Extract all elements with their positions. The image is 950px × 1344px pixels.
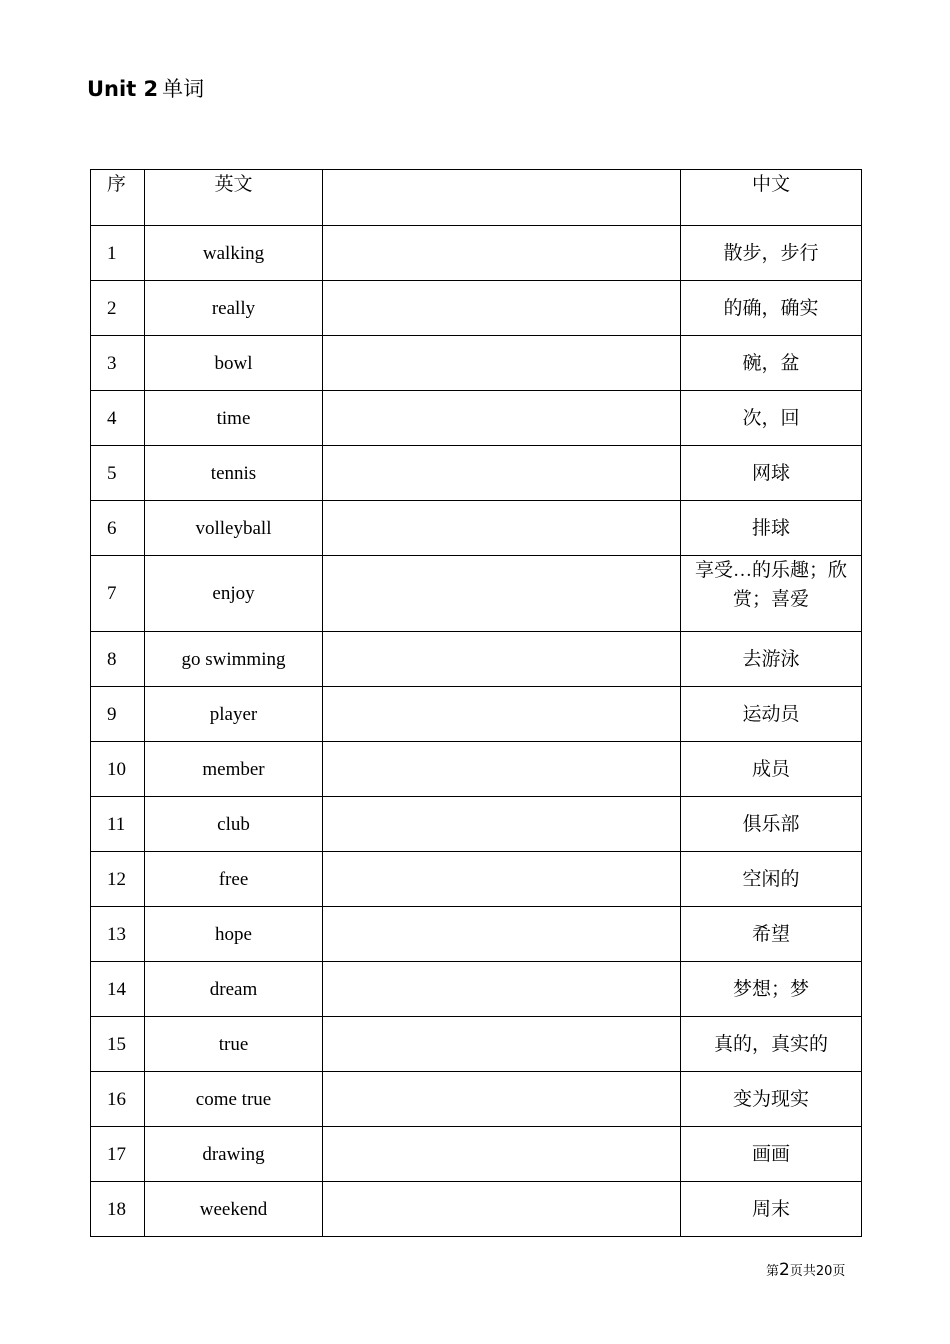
page-footer (766, 1260, 845, 1280)
row-english: time (145, 391, 323, 446)
row-index: 13 (91, 907, 145, 962)
row-blank (323, 336, 681, 391)
row-english: walking (145, 226, 323, 281)
row-index: 11 (91, 797, 145, 852)
table-row (91, 632, 862, 687)
row-blank (323, 687, 681, 742)
row-chinese: 散步，步行 (681, 226, 862, 281)
row-blank (323, 852, 681, 907)
row-blank (323, 742, 681, 797)
row-blank (323, 1127, 681, 1182)
page-title (87, 74, 204, 104)
row-english: hope (145, 907, 323, 962)
row-index: 18 (91, 1182, 145, 1237)
row-index: 3 (91, 336, 145, 391)
row-blank (323, 797, 681, 852)
row-blank (323, 501, 681, 556)
footer-middle: 页共 (789, 1264, 816, 1279)
row-blank (323, 446, 681, 501)
total-pages: 20 (815, 1264, 833, 1279)
row-english: come true (145, 1072, 323, 1127)
table-row (91, 226, 862, 281)
table-row (91, 907, 862, 962)
table-row (91, 1072, 862, 1127)
row-blank (323, 556, 681, 632)
row-blank (323, 391, 681, 446)
row-chinese: 碗，盆 (681, 336, 862, 391)
row-blank (323, 1017, 681, 1072)
row-chinese: 希望 (681, 907, 862, 962)
row-chinese: 排球 (681, 501, 862, 556)
table-row (91, 742, 862, 797)
row-english: volleyball (145, 501, 323, 556)
row-index: 16 (91, 1072, 145, 1127)
row-index: 6 (91, 501, 145, 556)
row-english: player (145, 687, 323, 742)
row-chinese: 真的，真实的 (681, 1017, 862, 1072)
table-row (91, 281, 862, 336)
row-chinese: 次，回 (681, 391, 862, 446)
row-index: 1 (91, 226, 145, 281)
row-index: 5 (91, 446, 145, 501)
row-index: 15 (91, 1017, 145, 1072)
row-index: 9 (91, 687, 145, 742)
row-chinese: 画画 (681, 1127, 862, 1182)
row-blank (323, 226, 681, 281)
row-chinese: 网球 (681, 446, 862, 501)
row-english: go swimming (145, 632, 323, 687)
row-chinese: 变为现实 (681, 1072, 862, 1127)
unit-label: Unit 2 (87, 77, 159, 101)
row-chinese: 运动员 (681, 687, 862, 742)
header-english: 英文 (145, 170, 323, 226)
table-row (91, 852, 862, 907)
row-chinese: 俱乐部 (681, 797, 862, 852)
row-chinese: 成员 (681, 742, 862, 797)
footer-suffix: 页 (832, 1264, 846, 1279)
row-english: enjoy (145, 556, 323, 632)
row-english: true (145, 1017, 323, 1072)
table-row (91, 501, 862, 556)
row-blank (323, 907, 681, 962)
table-row (91, 391, 862, 446)
table-row (91, 556, 862, 632)
row-chinese: 梦想；梦 (681, 962, 862, 1017)
row-english: bowl (145, 336, 323, 391)
table-row (91, 1127, 862, 1182)
row-blank (323, 1072, 681, 1127)
table-row (91, 1017, 862, 1072)
row-english: really (145, 281, 323, 336)
row-index: 2 (91, 281, 145, 336)
table-row (91, 336, 862, 391)
current-page-number: 2 (779, 1260, 790, 1280)
header-index: 序 (91, 170, 145, 226)
table-row (91, 962, 862, 1017)
table-row (91, 687, 862, 742)
table-row (91, 446, 862, 501)
row-blank (323, 281, 681, 336)
row-index: 17 (91, 1127, 145, 1182)
row-index: 7 (91, 556, 145, 632)
row-index: 4 (91, 391, 145, 446)
table-header-row (91, 170, 862, 226)
row-english: drawing (145, 1127, 323, 1182)
row-english: dream (145, 962, 323, 1017)
row-chinese: 空闲的 (681, 852, 862, 907)
header-blank (323, 170, 681, 226)
row-blank (323, 632, 681, 687)
row-index: 8 (91, 632, 145, 687)
row-blank (323, 1182, 681, 1237)
vocabulary-table (90, 169, 862, 1237)
row-english: club (145, 797, 323, 852)
title-words-label: 单词 (162, 77, 205, 101)
row-chinese: 去游泳 (681, 632, 862, 687)
row-index: 14 (91, 962, 145, 1017)
row-english: free (145, 852, 323, 907)
row-chinese: 的确，确实 (681, 281, 862, 336)
row-chinese: 周末 (681, 1182, 862, 1237)
row-english: member (145, 742, 323, 797)
row-english: weekend (145, 1182, 323, 1237)
row-index: 12 (91, 852, 145, 907)
table-row (91, 797, 862, 852)
footer-prefix: 第 (766, 1264, 780, 1279)
row-english: tennis (145, 446, 323, 501)
row-chinese: 享受…的乐趣；欣赏；喜爱 (681, 556, 862, 632)
header-chinese: 中文 (681, 170, 862, 226)
row-index: 10 (91, 742, 145, 797)
row-blank (323, 962, 681, 1017)
table-row (91, 1182, 862, 1237)
